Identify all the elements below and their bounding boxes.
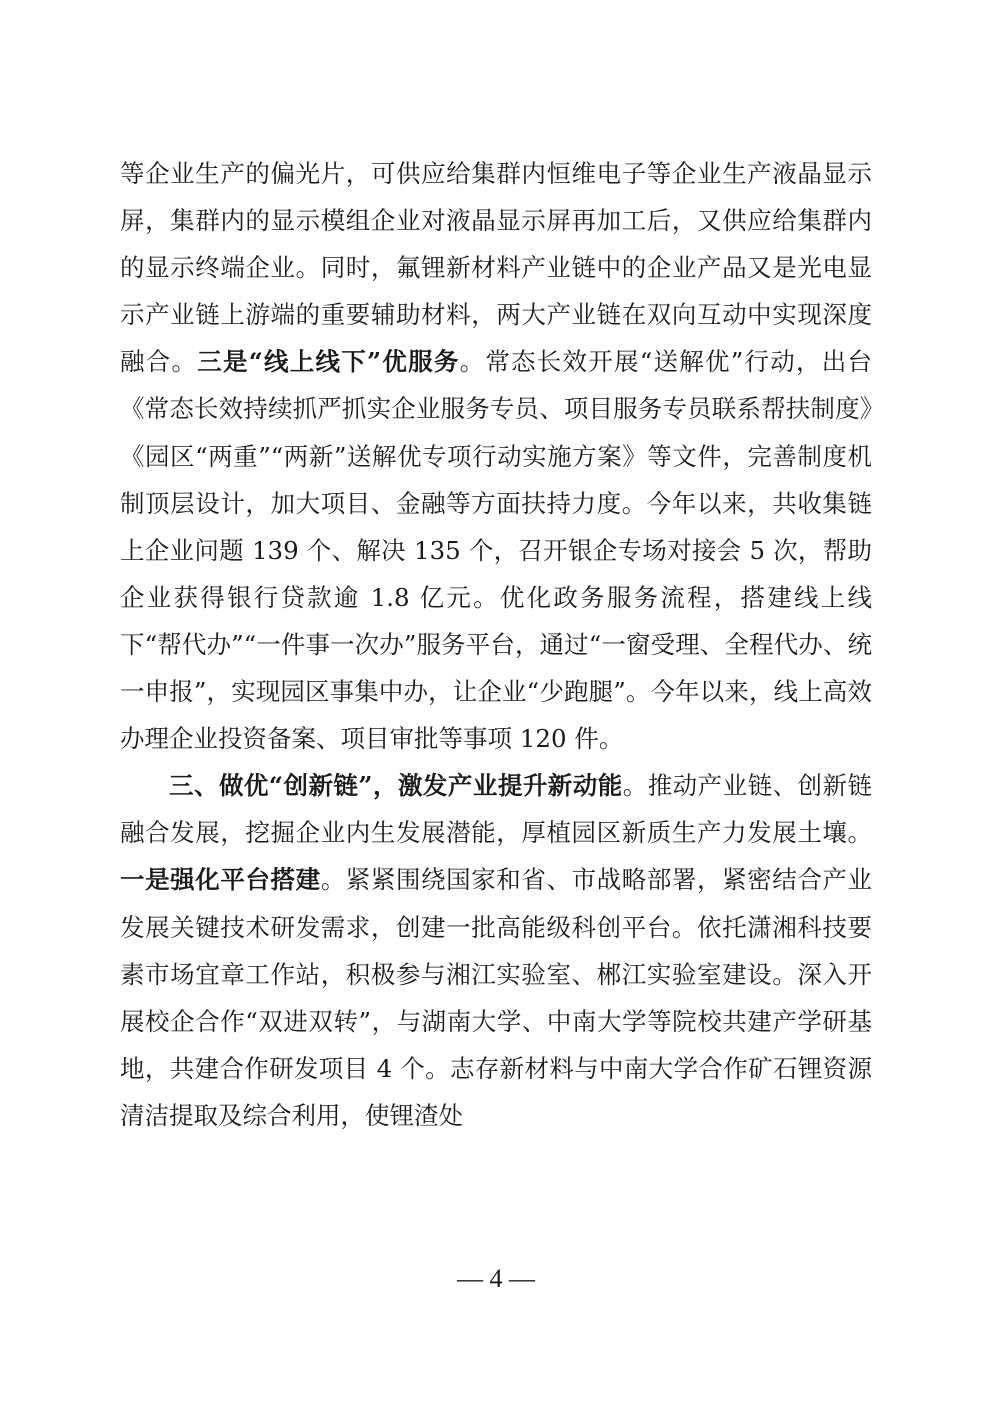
paragraph-text: 。常态长效开展“送解优”行动，出台《常态长效持续抓严抓实企业服务专员、项目服务专员联系帮扶制度》《园区“两重”“两新”送解优专项行动实施方案》等文件，完善制度机制顶层设计，加大项目、金融等方面扶持力度。今年以来，共收集链上企业问题 139 个、解决 135 个，召开银企专场对接会 5 次，帮助企业获得银行贷款逾 1.8 亿元。优化政务服务流程，搭建线上线下“帮代办”“一件事一次办”服务平台，通过“一窗受理、全程代办、统一申报”，实现园区事集中办，让企业“少跑腿”。今年以来，线上高效办理企业投资备案、项目审批等事项 120 件。 [120,347,872,754]
paragraph-text: 。推动产业链、创新链融合发展，挖掘企业内生发展潜能，厚植园区新质生产力发展土壤。 [120,771,872,848]
paragraph-text: 。紧紧围绕国家和省、市战略部署，紧密结合产业发展关键技术研发需求，创建一批高能级科创平台。依托潇湘科技要素市场宜章工作站，积极参与湘江实验室、郴江实验室建设。深入开展校企合作“双进双转”，与湖南大学、中南大学等院校共建产学研基地，共建合作研发项目 4 个。志存新材料与中南大学合作矿石锂资源清洁提取及综合利用，使锂渣处 [120,865,873,1130]
body-text [120,150,872,1139]
paragraph-innovation-chain [120,762,872,1139]
section-heading-innovation-chain: 三、做优“创新链”，激发产业提升新动能 [169,771,623,801]
subheading-platform-building: 一是强化平台搭建 [120,865,321,895]
subheading-online-offline-service: 三是“线上线下”优服务 [197,347,460,377]
paragraph-continued [120,150,872,762]
paragraph-text: 等企业生产的偏光片，可供应给集群内恒维电子等企业生产液晶显示屏，集群内的显示模组企业对液晶显示屏再加工后，又供应给集群内的显示终端企业。同时，氟锂新材料产业链中的企业产品又是光电显示产业链上游端的重要辅助材料，两大产业链在双向互动中实现深度融合。 [120,159,872,377]
page-number: — 4 — [457,1264,535,1293]
